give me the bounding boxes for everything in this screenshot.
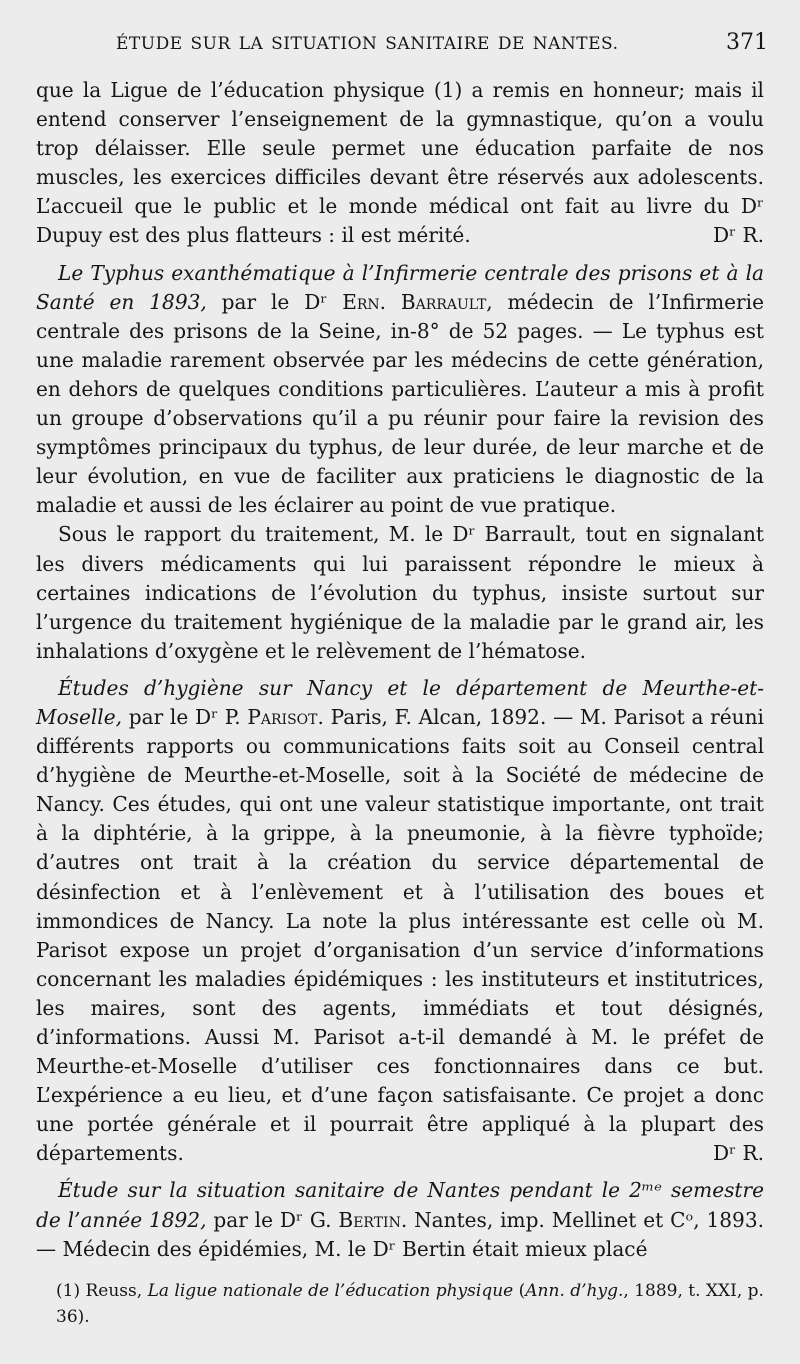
review-nantes-title: Étude sur la situation sanitaire de Nantes pendant le 2ᵐᵉ semestre de l’année 1892,	[36, 1178, 764, 1232]
footnote-source: Ann. d’hyg.	[525, 1281, 624, 1301]
review-typhus-author: Ern. Barrault	[342, 289, 487, 314]
review-nancy-by: par le Dʳ P.	[122, 704, 248, 729]
footnote-1	[56, 1278, 768, 1330]
review-typhus-paragraph	[36, 259, 764, 521]
body-text	[36, 76, 764, 1264]
footnotes	[56, 1278, 768, 1330]
review-nancy-text: . Paris, F. Alcan, 1892. — M. Parisot a réuni différents rapports ou communications faits soit au Conseil central d’hygiène de Meurthe-et-Moselle, soit à la Société de médecine de Nancy. Ces études, qui ont une valeur statistique importante, ont trait à la diphtérie, à la grippe, à la pneumonie, à la fièvre typhoïde; d’autres ont trait à la création du service départemental de désinfection et à l’enlèvement et à l’utilisation des boues et immondices de Nancy. La note la plus intéressante est celle où M. Parisot expose un projet d’organisation d’un service d’informations concernant les maladies épidémiques : les instituteurs et institutrices, les maires, sont des agents, immédiats et tout désignés, d’informations. Aussi M. Parisot a-t-il demandé à M. le préfet de Meurthe-et-Moselle d’utiliser ces fonctionnaires dans ce but. L’expérience a eu lieu, et d’une façon satisfaisante. Ce projet a donc une portée générale et il pourrait être appliqué à la plupart des départements.	[36, 704, 764, 1166]
review-dupuy-signature: Dʳ R.	[713, 223, 764, 248]
review-nantes-by: par le Dʳ G.	[206, 1207, 339, 1232]
footnote-rest: , 1889, t. XXI, p. 36).	[56, 1281, 764, 1327]
footnote-title: La ligue nationale de l’éducation physique	[147, 1281, 514, 1301]
review-nantes-author: Bertin	[338, 1207, 401, 1232]
page-header	[0, 30, 800, 64]
review-nancy-author: Parisot	[247, 704, 318, 729]
review-nancy-signature: Dʳ R.	[713, 1141, 764, 1166]
running-title: ÉTUDE SUR LA SITUATION SANITAIRE DE NANTES.	[116, 34, 619, 54]
review-nancy-title: Études d’hygiène sur Nancy et le département de Meurthe-et-Moselle,	[36, 675, 764, 729]
review-typhus-title: Le Typhus exanthématique à l’Infirmerie centrale des prisons et à la Santé en 1893,	[36, 260, 764, 314]
review-dupuy-paragraph	[36, 76, 764, 251]
footnote-marker-author: (1) Reuss,	[56, 1281, 148, 1301]
review-nantes-paragraph	[36, 1176, 764, 1263]
review-typhus-paragraph-2	[36, 520, 764, 665]
review-nancy-paragraph	[36, 674, 764, 1169]
review-nantes-text: . Nantes, imp. Mellinet et Cᵒ, 1893. — Médecin des épidémies, M. le Dʳ Bertin était mieux placé	[36, 1207, 764, 1261]
review-typhus-by: par le Dʳ	[206, 289, 343, 314]
review-typhus-text: , médecin de l’Infirmerie centrale des prisons de la Seine, in-8° de 52 pages. — Le typhus est une maladie rarement observée par les médecins de cette génération, en dehors de quelques conditions particulières. L’auteur a mis à profit un groupe d’observations qu’il a pu réunir pour faire la revision des symptômes principaux du typhus, de leur durée, de leur marche et de leur évolution, en vue de faciliter aux praticiens le diagnostic de la maladie et aussi de les éclairer au point de vue pratique.	[36, 289, 764, 518]
page-number: 371	[726, 30, 768, 55]
review-typhus-text-2: Sous le rapport du traitement, M. le Dʳ Barrault, tout en signalant les divers médicaments qui lui paraissent répondre le mieux à certaines indications de l’évolution du typhus, insiste surtout sur l’urgence du traitement hygiénique de la maladie par le grand air, les inhalations d’oxygène et le relèvement de l’hématose.	[36, 522, 764, 663]
footnote-open: (	[513, 1281, 526, 1301]
review-dupuy-text: que la Ligue de l’éducation physique (1) a remis en honneur; mais il entend conserver l’enseignement de la gymnastique, qu’on a voulu trop délaisser. Elle seule permet une éducation parfaite de nos muscles, les exercices difficiles devant être réservés aux adolescents. L’accueil que le public et le monde médical ont fait au livre du Dʳ Dupuy est des plus flatteurs : il est mérité.	[36, 78, 764, 248]
